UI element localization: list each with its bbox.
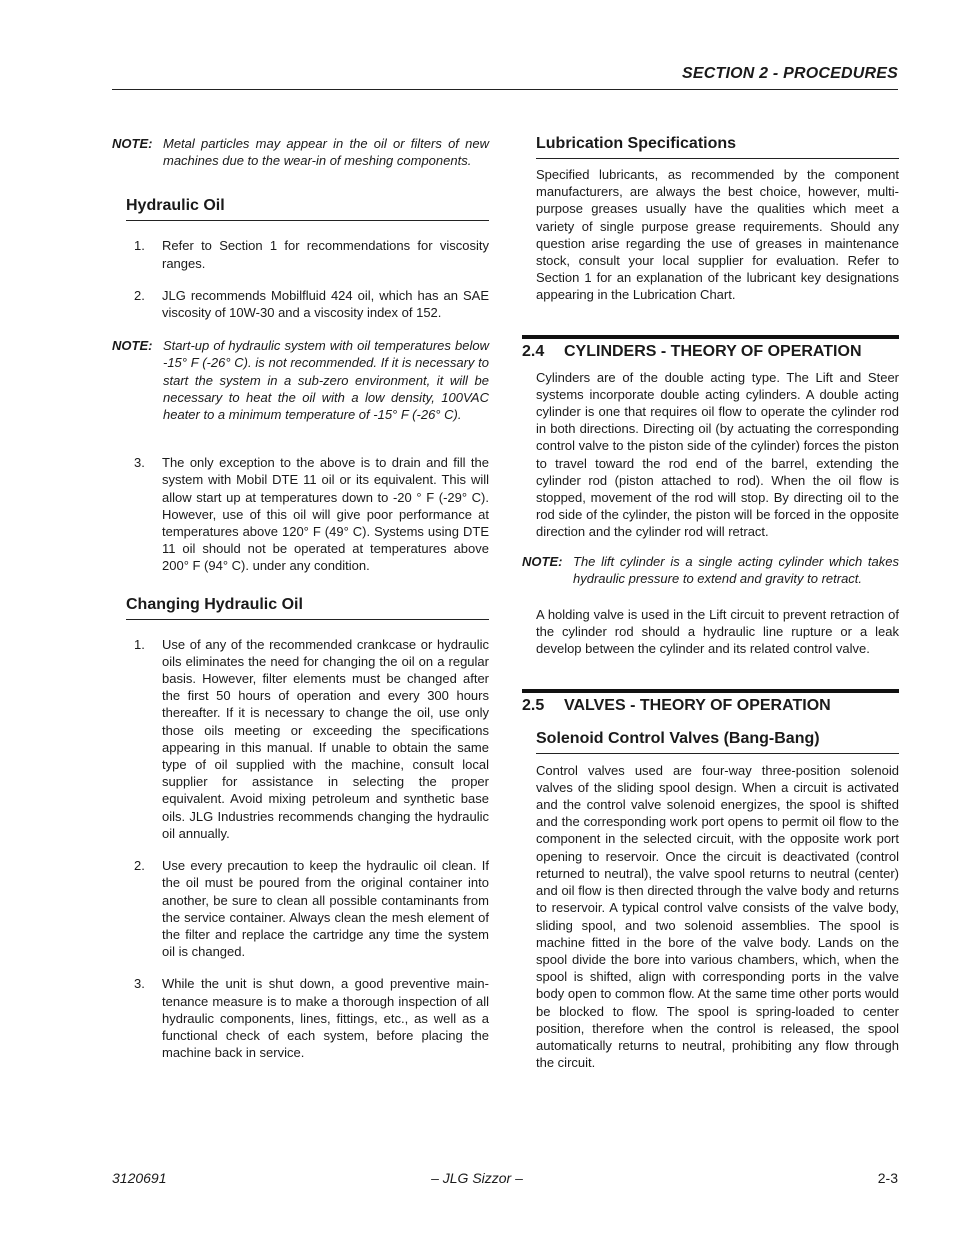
item-text: JLG recommends Mobilfluid 424 oil, which has an SAE viscosity of 10W-30 and a viscosity index of 152. xyxy=(162,287,489,321)
item-number: 1. xyxy=(134,238,145,254)
note-metal-particles xyxy=(112,135,489,169)
left-column xyxy=(112,135,489,1076)
section-number: 2.4 xyxy=(522,342,545,360)
list-item xyxy=(134,454,489,574)
note-text: Start-up of hydraulic system with oil temperatures below -15° F (-26° C). is not recommended. If it is necessary to start the system in a sub-zero environment, it will be necessary to heat the oil with a low density, 100VAC heater to a minimum temperature of -15° F (-26° C). xyxy=(163,338,489,423)
item-number: 3. xyxy=(134,455,145,471)
item-number: 3. xyxy=(134,976,145,992)
item-number: 2. xyxy=(134,858,145,874)
item-number: 1. xyxy=(134,636,145,652)
footer-page-number: 2-3 xyxy=(877,1170,898,1186)
section-title: CYLINDERS - THEORY OF OPERATION xyxy=(564,342,862,360)
item-text: The only exception to the above is to drain and fill the system with Mobil DTE 11 oil or its equivalent. This will allow start up at temperatures down to -20 ° F (-29° C). However, use of this oil will give poor performance at temperatures above 120° F (49° C). Systems using DTE 11 oil should not be operated at temperatures above 200° F (94° C). under any condition. xyxy=(162,455,489,574)
note-label: NOTE: xyxy=(112,338,153,354)
footer-doc-number: 3120691 xyxy=(112,1170,167,1186)
section-heading-valves xyxy=(522,689,899,715)
note-startup xyxy=(112,337,489,423)
holding-valve-paragraph: A holding valve is used in the Lift circuit to prevent retraction of the cylinder rod should a hydraulic line rupture or a leak develop between the cylinder and its related control valve. xyxy=(536,607,899,657)
right-column xyxy=(522,135,899,1071)
list-item xyxy=(134,237,489,271)
list-item xyxy=(134,975,489,1061)
list-item xyxy=(134,636,489,842)
note-label: NOTE: xyxy=(112,136,153,151)
heading-solenoid-control-valves: Solenoid Control Valves (Bang-Bang) xyxy=(536,730,899,754)
header-rule xyxy=(112,89,898,90)
heading-changing-hydraulic-oil: Changing Hydraulic Oil xyxy=(126,596,489,620)
lubrication-paragraph: Specified lubricants, as recommended by the component manufacturers, are always the best choice, however, multi-purpose greases usually have the qualities which meet a variety of single purpose grease requirements. Should any question arise regarding the use of greases in maintenance stock, consult your local supplier for evaluation. Refer to Section 1 for an explanation of the lubricant key designations appearing in the Lubrication Chart. xyxy=(536,167,899,303)
item-text: While the unit is shut down, a good preventive maintenance measure is to make a thorough inspection of all hydraulic components, lines, fittings, etc., as well as a functional check of each system, before placing the machine back in service. xyxy=(162,976,489,1061)
cylinders-paragraph: Cylinders are of the double acting type. The Lift and Steer systems incorporate double acting cylinders. A double acting cylinder is one that requires oil flow to operate the cylinder rod in both directions. Directing oil (by actuating the corresponding control valve to the piston side of the cylinder) forces the piston to travel toward the rod end of the barrel, extending the cylinder rod (piston attached to rod). When the oil flow is stopped, movement of the rod will stop. By directing oil to the rod side of the cylinder, the piston will be forced in the opposite direction and the cylinder rod will retract. xyxy=(536,369,899,540)
note-lift-cylinder xyxy=(522,553,899,587)
item-text: Use of any of the recommended crankcase or hydraulic oils eliminates the need for changing the oil on a regular basis. However, filter elements must be changed after the first 50 hours of operation and every 300 hours thereafter. If it is necessary to change the oil, use only those oils meeting or exceeding the specifications appearing in this manual. If unable to obtain the same type of oil supplied with the machine, consult local supplier for assistance in selecting the proper equivalent. Avoid mixing petroleum and synthetic base oils. JLG Industries recommends changing the hydraulic oil annually. xyxy=(162,636,489,841)
section-header-title: SECTION 2 - PROCEDURES xyxy=(682,65,898,82)
item-text: Use every precaution to keep the hydraulic oil clean. If the oil must be poured from the original container into another, be sure to clean all possible contaminants from the service container. Always clean the mesh element of the filter and replace the cartridge any time the system oil is changed. xyxy=(162,858,489,960)
section-heading-cylinders xyxy=(522,335,899,361)
note-text: Metal particles may appear in the oil or filters of new machines due to the wear-in of meshing components. xyxy=(163,136,489,169)
footer-title: – JLG Sizzor – xyxy=(431,1170,523,1186)
item-number: 2. xyxy=(134,287,145,303)
section-number: 2.5 xyxy=(522,696,545,714)
valves-paragraph: Control valves used are four-way three-position solenoid valves of the sliding spool design. When a circuit is activated and the control valve solenoid energizes, the spool is shifted and the corresponding work port opens to permit oil flow to the component in the selected circuit, with the opposite work port opening to reservoir. Once the circuit is deactivated (control returned to neutral), the valve spool returns to neutral (center) and oil flow is then directed through the valve body and returns to reservoir. A typical control valve consists of the valve body, sliding spool, and two solenoid assemblies. The spool is machine fitted in the bore of the valve body. Lands on the spool divide the bore into various chambers, which, when the spool is shifted, align with corresponding ports in the valve body open to common flow. At the same time other ports would be blocked to flow. The spool is spring-loaded to center position, therefore when the control is released, the spool automatically returns to neutral, prohibiting any flow through the circuit. xyxy=(536,762,899,1071)
heading-hydraulic-oil: Hydraulic Oil xyxy=(126,197,489,221)
note-text: The lift cylinder is a single acting cylinder which takes hydraulic pressure to extend and gravity to retract. xyxy=(573,553,899,586)
list-item xyxy=(134,287,489,321)
note-label: NOTE: xyxy=(522,553,563,569)
heading-lubrication-specifications: Lubrication Specifications xyxy=(536,135,899,159)
list-item xyxy=(134,857,489,960)
section-title: VALVES - THEORY OF OPERATION xyxy=(564,696,831,714)
item-text: Refer to Section 1 for recommendations for viscosity ranges. xyxy=(162,238,489,271)
